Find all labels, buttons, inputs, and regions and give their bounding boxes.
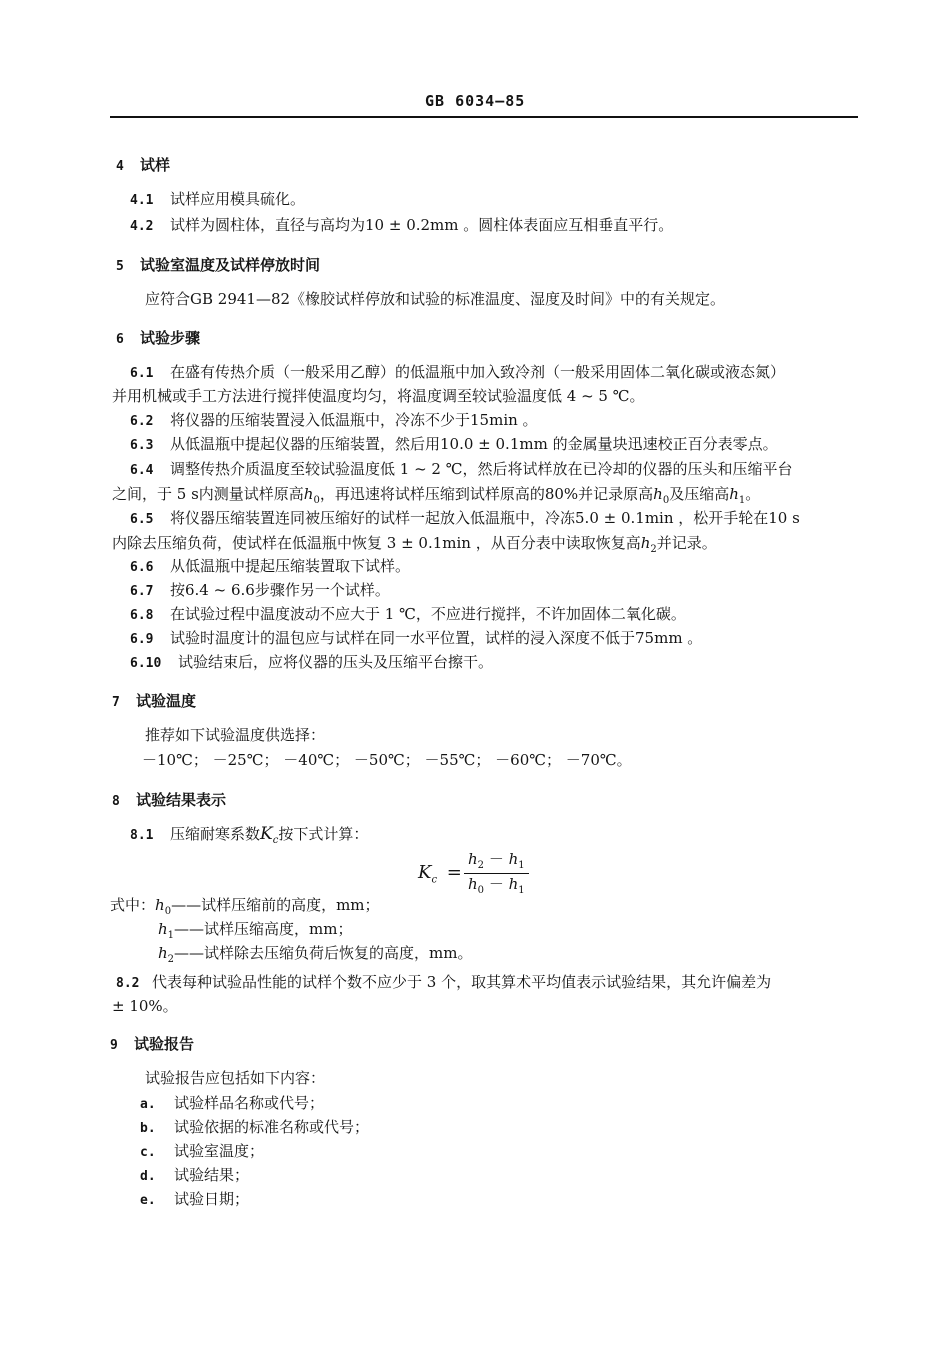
clause-number: 6.2 [130,414,154,429]
clause-4-2 [130,218,673,233]
var-h: h [729,485,739,503]
clause-number: 6.8 [130,608,154,623]
clause-text: 在盛有传热介质（一般采用乙醇）的低温瓶中加入致冷剂（一般采用固体二氧化碳或液态氮） [170,363,786,381]
minus-sign: － [488,875,504,893]
clause-text: 试样为圆柱体，直径与高均为10 ± 0.2mm 。圆柱体表面应互相垂直平行。 [170,216,674,234]
section-title: 试验温度 [136,692,197,710]
clause-text: 调整传热介质温度至较试验温度低 1 ~ 2 ℃，然后将试样放在已冷却的仪器的压头和压缩平台 [170,460,793,478]
sub-2: 2 [650,544,657,555]
sub-c: c [431,874,438,886]
clause-text: 从低温瓶中提起仪器的压缩装置，然后用10.0 ± 0.1mm 的金属量块迅速校正百分表零点。 [170,435,778,453]
clause-number: 6.10 [130,656,162,671]
section-number: 6 [116,332,124,347]
clause-6-10 [130,655,493,670]
clause-8-2-line1 [116,975,771,990]
section-title: 试验步骤 [140,329,201,347]
var-h: h [303,485,314,503]
var-h: h [508,875,519,893]
var-h: h [155,896,165,914]
sub-1: 1 [738,495,746,506]
legend-text: ——试样压缩高度，mm； [174,920,353,938]
clause-text: 在试验过程中温度波动不应大于 1 ℃，不应进行搅拌，不许加固体二氧化碳。 [170,605,686,623]
section-title: 试验结果表示 [136,791,227,809]
clause-number: 6.9 [130,632,154,647]
list-item [140,1168,249,1183]
legend-text: ——试样压缩前的高度，mm； [171,896,380,914]
section-6-heading [116,331,200,346]
clause-text: 压缩耐寒系数 [170,825,261,843]
section-title: 试验室温度及试样停放时间 [140,256,321,274]
section-7-heading [112,694,196,709]
section-number: 4 [116,159,124,174]
list-text: 试验结果； [174,1166,250,1184]
section-number: 7 [112,695,120,710]
sub-1: 1 [518,885,525,896]
list-text: 试验室温度； [174,1142,265,1160]
formula-fraction [464,852,529,896]
list-item [140,1120,369,1135]
list-marker: a. [140,1097,156,1112]
clause-text: 按下式计算： [278,825,369,843]
clause-number: 6.7 [130,584,154,599]
clause-number: 4.2 [130,219,154,234]
clause-number: 6.5 [130,512,154,527]
section-5-text: 应符合GB 2941—82《橡胶试样停放和试验的标准温度、湿度及时间》中的有关规定。 [145,290,726,308]
var-h: h [468,875,478,893]
clause-number: 8.1 [130,828,154,843]
section-number: 9 [110,1038,118,1053]
legend-text: ——试样除去压缩负荷后恢复的高度，mm。 [174,944,473,962]
list-item [140,1096,324,1111]
var-h: h [640,534,651,552]
text: 内除去压缩负荷，使试样在低温瓶中恢复 3 ± 0.1min ，从百分表中读取恢复高 [112,534,641,552]
clause-6-6 [130,559,410,574]
list-text: 试验依据的标准名称或代号； [174,1118,370,1136]
fraction-denominator [464,874,529,896]
sub-1: 1 [167,930,175,941]
section-9-text: 试验报告应包括如下内容： [145,1069,326,1087]
section-number: 5 [116,259,124,274]
clause-4-1 [130,192,305,207]
clause-6-3 [130,437,778,452]
section-5-heading [116,258,320,273]
clause-6-4-line2 [112,487,760,506]
section-title: 试验报告 [134,1035,195,1053]
clause-6-4-line1 [130,462,793,477]
temperature-list: －10℃； －25℃； －40℃； －50℃； －55℃； －60℃； －70℃。 [142,751,632,769]
text: 及压缩高 [669,485,730,503]
clause-text: 代表每种试验品性能的试样个数不应少于 3 个，取其算术平均值表示试验结果，其允许偏差为 [152,973,772,991]
clause-text: 试验时温度计的温包应与试样在同一水平位置，试样的浸入深度不低于75mm 。 [170,629,703,647]
section-9-heading [110,1037,194,1052]
list-text: 试验日期； [174,1190,250,1208]
fraction-numerator [464,852,529,874]
clause-8-1 [130,826,368,846]
minus-sign: － [488,850,504,868]
clause-number: 4.1 [130,193,154,208]
list-marker: d. [140,1169,156,1184]
header-rule [110,116,858,118]
clause-text: 从低温瓶中提起压缩装置取下试样。 [170,557,411,575]
legend-prefix: 式中： [110,896,156,914]
text: 。 [745,485,761,503]
list-item [140,1144,264,1159]
list-item [140,1192,249,1207]
clause-6-5-line2 [112,536,717,555]
sub-c: c [272,835,279,846]
var-h: h [653,485,663,503]
list-text: 试验样品名称或代号； [174,1094,325,1112]
clause-8-2-line2: ± 10%。 [112,997,178,1015]
sub-2: 2 [167,954,175,965]
legend-h1 [158,922,353,941]
var-K: K [260,824,273,844]
legend-h0 [110,898,380,917]
clause-6-1-line1 [130,365,785,380]
sub-0: 0 [313,495,320,506]
sub-2: 2 [477,860,485,871]
section-7-text: 推荐如下试验温度供选择： [145,726,326,744]
sub-0: 0 [477,885,485,896]
clause-number: 6.3 [130,438,154,453]
clause-text: 将仪器压缩装置连同被压缩好的试样一起放入低温瓶中，冷冻5.0 ± 0.1min ，松开手轮在10 s [170,509,800,527]
var-h: h [158,920,168,938]
clause-text: 按6.4 ~ 6.6步骤作另一个试样。 [170,581,390,599]
clause-text: 将仪器的压缩装置浸入低温瓶中，冷冻不少于15min 。 [170,411,538,429]
section-8-heading [112,793,226,808]
var-h: h [158,944,168,962]
clause-text: 试验结束后，应将仪器的压头及压缩平台擦干。 [178,653,494,671]
text: ，再迅速将试样压缩到试样原高的80%并记录原高 [319,485,654,503]
section-number: 8 [112,794,120,809]
var-K: K [418,862,432,883]
clause-number: 6.4 [130,463,154,478]
section-title: 试样 [140,156,171,174]
text: 之间，于 5 s内测量试样原高 [112,485,304,503]
sub-0: 0 [662,495,670,506]
list-marker: b. [140,1121,156,1136]
clause-6-5-line1 [130,511,800,526]
legend-h2 [158,946,473,965]
formula-lhs [418,864,462,886]
list-marker: e. [140,1193,156,1208]
list-marker: c. [140,1145,156,1160]
clause-6-9 [130,631,702,646]
var-h: h [508,850,519,868]
clause-6-8 [130,607,686,622]
clause-number: 8.2 [116,976,140,991]
clause-text: 试样应用模具硫化。 [170,190,306,208]
clause-6-1-line2: 并用机械或手工方法进行搅拌使温度均匀，将温度调至较试验温度低 4 ~ 5 ℃。 [112,387,645,405]
document-code: GB 6034—85 [425,92,526,110]
clause-number: 6.1 [130,366,154,381]
clause-6-7 [130,583,390,598]
section-4-heading [116,158,170,173]
equals-sign: = [446,862,462,883]
var-h: h [468,850,478,868]
sub-0: 0 [164,906,172,917]
sub-1: 1 [518,860,525,871]
clause-number: 6.6 [130,560,154,575]
text: 并记录。 [656,534,717,552]
clause-6-2 [130,413,538,428]
